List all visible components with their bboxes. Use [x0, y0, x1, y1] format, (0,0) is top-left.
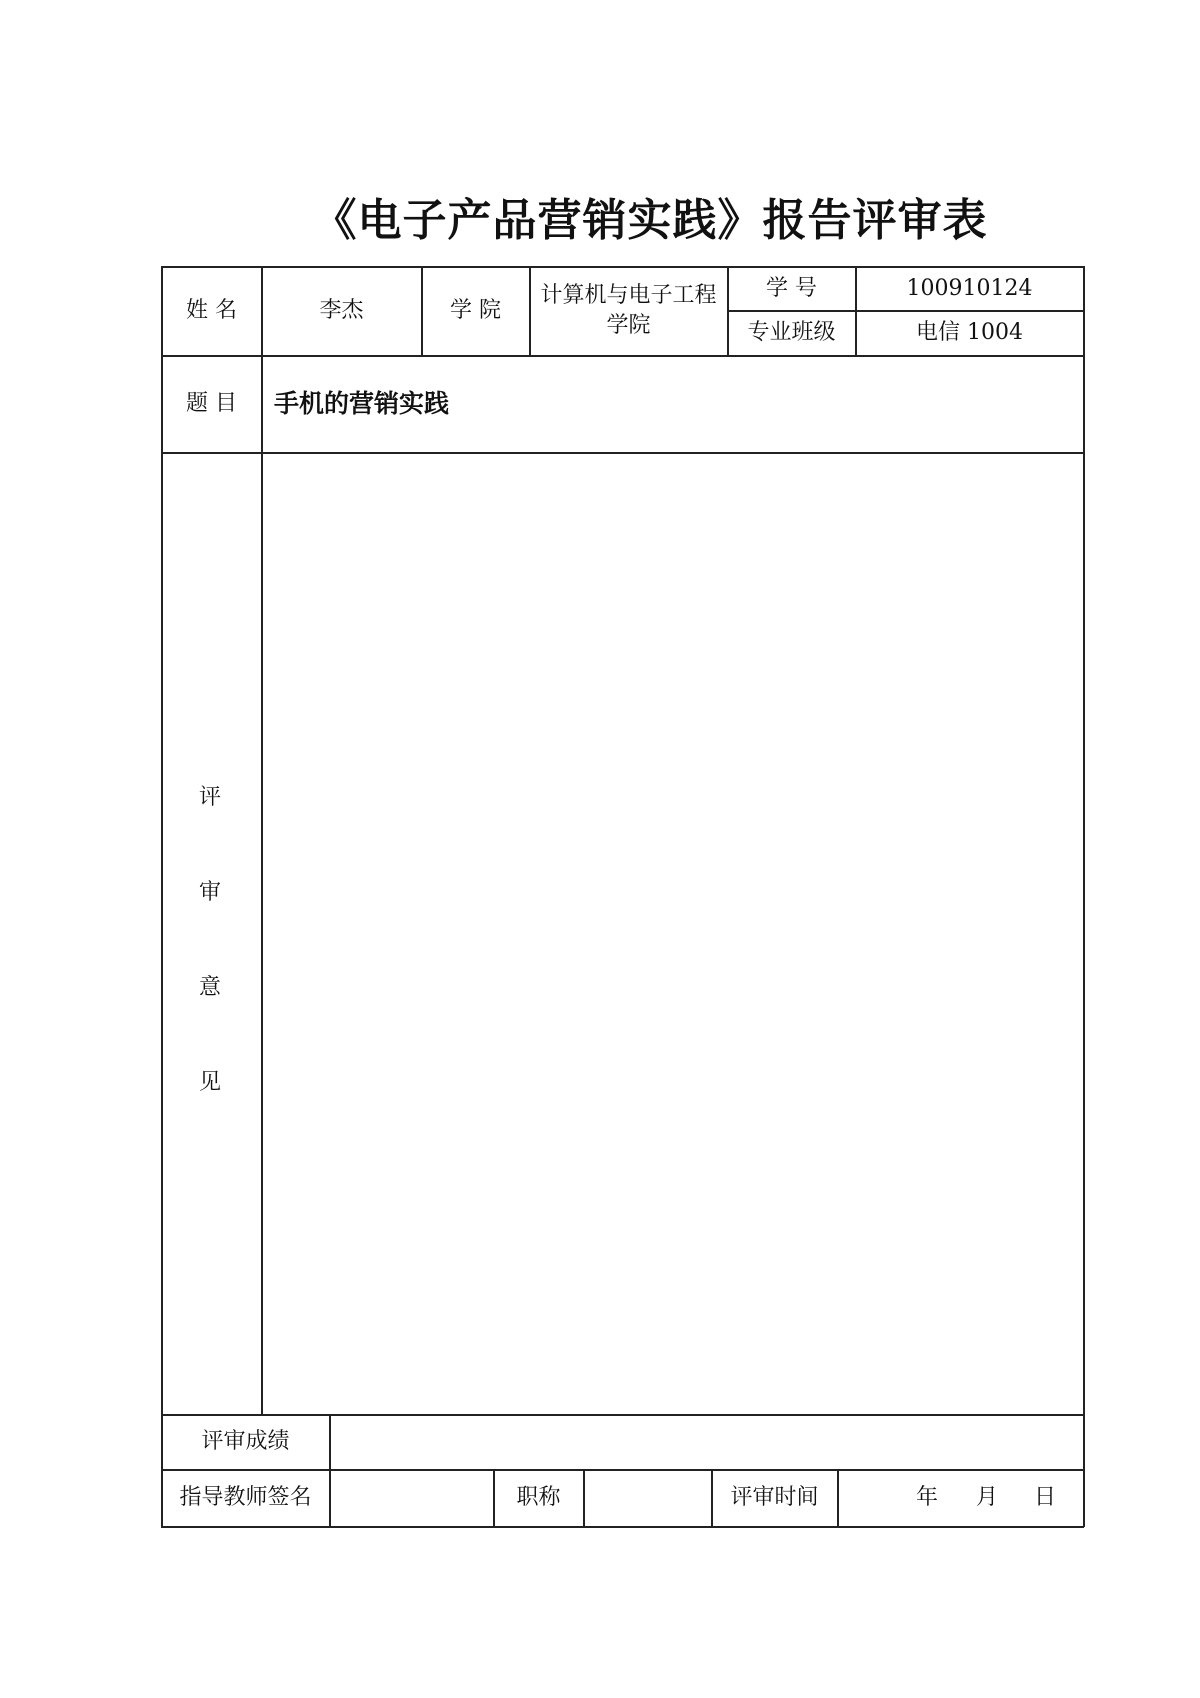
class-value: 电信 1004	[916, 320, 1023, 346]
date-year-label: 年	[916, 1485, 939, 1511]
review-comment-area[interactable]	[262, 453, 1083, 1414]
topic-value: 手机的营销实践	[274, 389, 450, 419]
student-id-label: 学 号	[766, 275, 817, 301]
table-border-bottom	[161, 1526, 1084, 1528]
review-date-field[interactable]	[838, 1470, 1083, 1526]
review-label-char: 见	[198, 1070, 221, 1095]
class-label: 专业班级	[747, 320, 836, 346]
score-label: 评审成绩	[201, 1429, 290, 1455]
review-label-char: 评	[198, 785, 221, 810]
page-title: 《电子产品营销实践》报告评审表	[312, 195, 988, 246]
review-time-label: 评审时间	[730, 1485, 819, 1511]
review-comment-label	[160, 780, 260, 1160]
name-value: 李杰	[319, 298, 364, 324]
job-title-field[interactable]	[584, 1470, 711, 1526]
table-border-right	[1083, 266, 1085, 1527]
date-day-label: 日	[1034, 1485, 1057, 1511]
review-label-char: 意	[198, 975, 221, 1000]
teacher-sign-field[interactable]	[330, 1470, 493, 1526]
college-label: 学 院	[450, 298, 501, 324]
topic-label: 题 目	[186, 391, 237, 417]
name-label: 姓 名	[186, 298, 237, 324]
review-label-char: 审	[198, 880, 221, 905]
score-value-field[interactable]	[330, 1415, 1083, 1469]
student-id-value: 100910124	[906, 275, 1033, 301]
teacher-sign-label: 指导教师签名	[179, 1485, 312, 1511]
college-value: 计算机与电子工程学院	[540, 283, 717, 338]
job-title-label: 职称	[516, 1485, 561, 1511]
date-month-label: 月	[976, 1485, 999, 1511]
